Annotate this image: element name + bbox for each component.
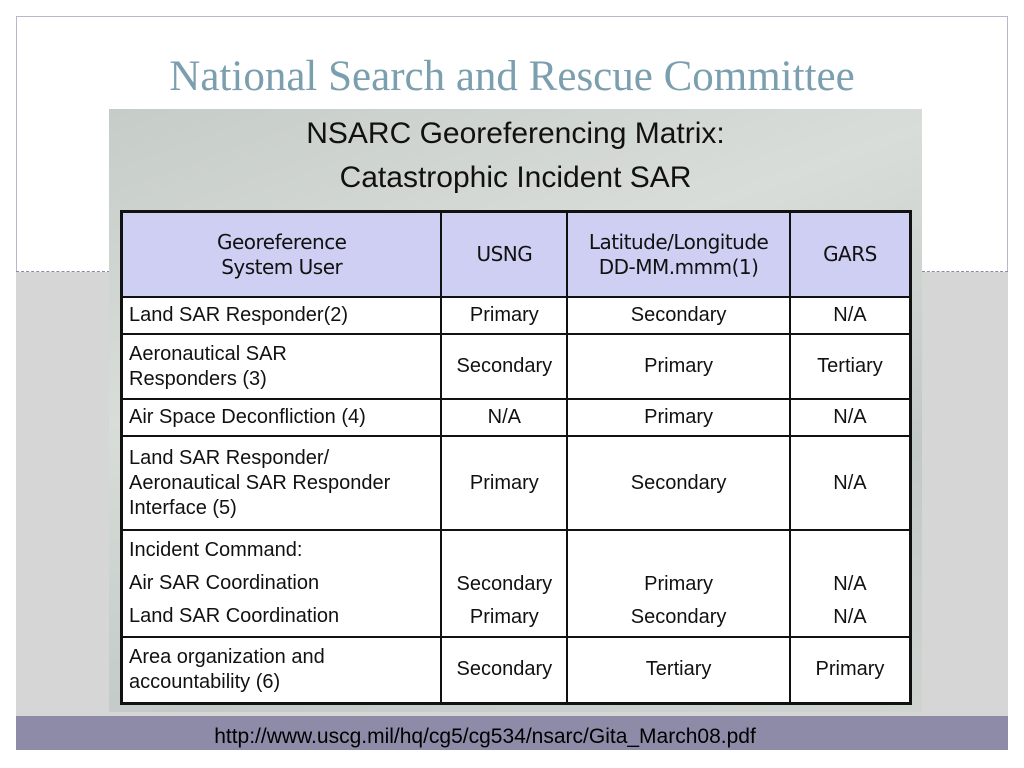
cell-latlon [567,530,790,637]
cell-gars: Primary [790,637,911,703]
cell-usng: Primary [441,436,567,530]
cell-user [122,637,442,703]
divider-right [922,271,1008,272]
header-latlon-line2: DD-MM.mmm(1) [598,254,759,279]
matrix-title-line1: NSARC Georeferencing Matrix: [306,117,725,150]
matrix-title-line2: Catastrophic Incident SAR [339,161,692,194]
cell-user [122,436,442,530]
divider-left [16,271,110,272]
cell-latlon: Primary [567,399,790,436]
cell-user-line: Land SAR Coordination [129,605,340,627]
cell-user-line: Aeronautical SAR Responder [129,471,391,494]
cell-gars: N/A [790,297,911,334]
cell-user-line: Air SAR Coordination [129,572,320,594]
header-gars: GARS [790,212,911,298]
cell-user: Air Space Deconfliction (4) [122,399,442,436]
cell-value-line: N/A [833,606,867,628]
cell-usng: Primary [441,297,567,334]
table-row [122,399,911,436]
cell-user-line: Area organization and [129,645,325,668]
cell-user [122,530,442,637]
cell-user-line: Responders (3) [129,367,267,390]
source-link[interactable]: http://www.uscg.mil/hq/cg5/cg534/nsarc/Gita_March08.pdf [214,725,756,748]
cell-latlon: Tertiary [567,637,790,703]
table-header-row [122,212,911,298]
header-usng: USNG [441,212,567,298]
cell-value-line: Secondary [456,573,553,595]
cell-user [122,334,442,399]
table-row [122,530,911,637]
cell-usng [441,530,567,637]
cell-latlon: Secondary [567,297,790,334]
cell-value-line: Primary [644,573,714,595]
table-row [122,637,911,703]
cell-latlon: Primary [567,334,790,399]
cell-user-line: Aeronautical SAR [129,342,287,365]
header-latlon [567,212,790,298]
slide-title: National Search and Rescue Committee [169,53,855,100]
cell-user: Land SAR Responder(2) [122,297,442,334]
cell-latlon: Secondary [567,436,790,530]
matrix-image [109,109,922,712]
cell-value-line: Primary [469,606,539,628]
cell-user-line: Interface (5) [129,496,237,519]
table-row [122,436,911,530]
cell-user-line: Incident Command: [129,539,303,561]
header-user-line2: System User [221,254,343,279]
table-row [122,334,911,399]
cell-usng: Secondary [441,334,567,399]
cell-gars: Tertiary [790,334,911,399]
header-user-line1: Georeference [216,229,347,254]
cell-user-line: Land SAR Responder/ [129,446,330,469]
cell-usng: Secondary [441,637,567,703]
cell-gars: N/A [790,436,911,530]
cell-usng: N/A [441,399,567,436]
cell-value-line: Secondary [630,606,727,628]
cell-value-line: N/A [833,573,867,595]
cell-gars [790,530,911,637]
georeferencing-matrix-table [120,210,912,705]
cell-gars: N/A [790,399,911,436]
cell-user-line: accountability (6) [129,670,281,693]
header-user [122,212,442,298]
header-latlon-line1: Latitude/Longitude [588,229,769,254]
table-row [122,297,911,334]
